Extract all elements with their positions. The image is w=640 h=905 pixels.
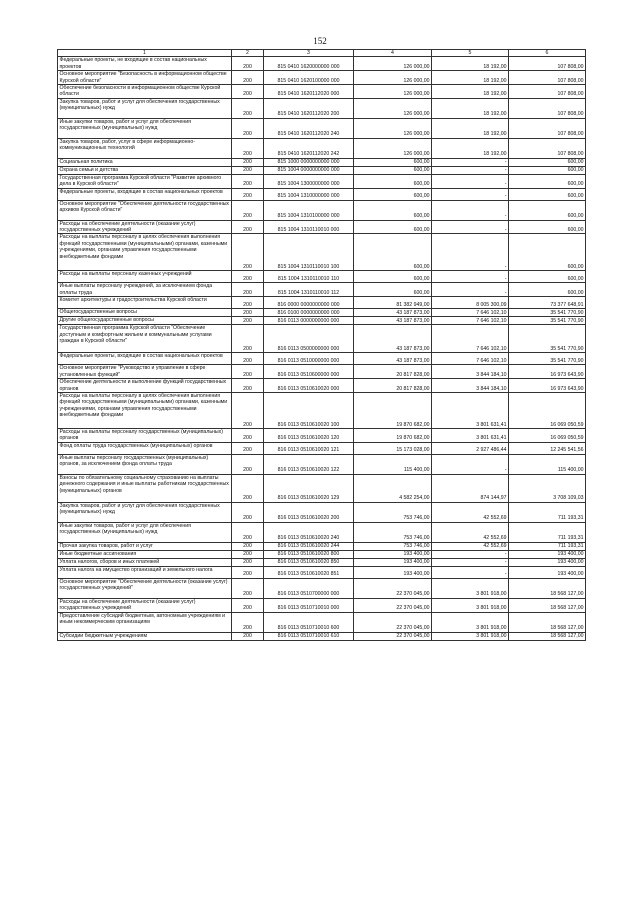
line-code-cell: 200 xyxy=(232,297,264,309)
table-row xyxy=(58,566,586,578)
approved-budget-cell: 126 000,00 xyxy=(354,118,432,138)
line-code-cell: 200 xyxy=(232,220,264,234)
line-code-cell: 200 xyxy=(232,365,264,379)
approved-budget-cell: 20 817 828,00 xyxy=(354,379,432,393)
line-code-cell: 200 xyxy=(232,158,264,166)
expense-name-cell: Расходы на выплаты персоналу в целях обеспечения выполнения функций государственными (муниципальными) органами, казенными учреждениями, органами управления государственными внебюджетными фондами xyxy=(58,392,232,428)
table-row xyxy=(58,71,586,85)
executed-amount-cell: 18 192,00 xyxy=(432,118,509,138)
unexecuted-amount-cell: 193 400,00 xyxy=(509,558,586,566)
expense-name-cell: Основное мероприятие "Безопасность в информационном обществе Курской области" xyxy=(58,71,232,85)
classification-code-cell: 815 0410 1620112020 240 xyxy=(264,118,354,138)
expense-name-cell: Государственная программа Курской области "Развитие архивного дела в Курской области" xyxy=(58,174,232,188)
expense-name-cell: Иные закупки товаров, работ и услуг для обеспечения государственных (муниципальных) нужд xyxy=(58,118,232,138)
expense-name-cell: Комитет архитектуры и градостроительства Курской области xyxy=(58,297,232,309)
executed-amount-cell: 18 192,00 xyxy=(432,71,509,85)
table-row xyxy=(58,365,586,379)
executed-amount-cell: 3 844 184,10 xyxy=(432,365,509,379)
approved-budget-cell: 126 000,00 xyxy=(354,85,432,99)
executed-amount-cell: - xyxy=(432,550,509,558)
table-row xyxy=(58,578,586,598)
approved-budget-cell: 126 000,00 xyxy=(354,138,432,158)
approved-budget-cell: 43 187 873,00 xyxy=(354,309,432,317)
expense-name-cell: Федеральные проекты, входящие в состав национальных проектов xyxy=(58,188,232,200)
unexecuted-amount-cell: 193 400,00 xyxy=(509,566,586,578)
expense-name-cell: Расходы на выплаты персоналу казенных учреждений xyxy=(58,271,232,283)
approved-budget-cell: 193 400,00 xyxy=(354,566,432,578)
line-code-cell: 200 xyxy=(232,234,264,271)
table-row xyxy=(58,283,586,297)
unexecuted-amount-cell: 600,00 xyxy=(509,271,586,283)
line-code-cell: 200 xyxy=(232,85,264,99)
line-code-cell: 200 xyxy=(232,138,264,158)
line-code-cell: 200 xyxy=(232,550,264,558)
unexecuted-amount-cell: 107 808,00 xyxy=(509,85,586,99)
approved-budget-cell: 81 382 949,00 xyxy=(354,297,432,309)
expense-name-cell: Охрана семьи и детства xyxy=(58,166,232,174)
expense-name-cell: Иные выплаты персоналу государственных (муниципальных) органов, за исключением фонда оплаты труда xyxy=(58,454,232,474)
table-row xyxy=(58,297,586,309)
classification-code-cell: 815 1004 1310110010 100 xyxy=(264,234,354,271)
line-code-cell: 200 xyxy=(232,542,264,550)
executed-amount-cell: - xyxy=(432,188,509,200)
expense-name-cell: Основное мероприятие "Руководство и управление в сфере установленных функций" xyxy=(58,365,232,379)
executed-amount-cell: - xyxy=(432,283,509,297)
budget-execution-table xyxy=(57,49,586,641)
executed-amount-cell: 874 144,97 xyxy=(432,474,509,502)
executed-amount-cell: 3 844 184,10 xyxy=(432,379,509,393)
line-code-cell: 200 xyxy=(232,454,264,474)
approved-budget-cell: 600,00 xyxy=(354,158,432,166)
column-number: 3 xyxy=(264,50,354,57)
unexecuted-amount-cell: 711 193,31 xyxy=(509,542,586,550)
line-code-cell: 200 xyxy=(232,188,264,200)
approved-budget-cell: 20 817 828,00 xyxy=(354,365,432,379)
expense-name-cell: Иные бюджетные ассигнования xyxy=(58,550,232,558)
unexecuted-amount-cell: 35 541 770,90 xyxy=(509,317,586,325)
approved-budget-cell: 600,00 xyxy=(354,271,432,283)
unexecuted-amount-cell: 115 400,00 xyxy=(509,454,586,474)
line-code-cell: 200 xyxy=(232,57,264,71)
expense-name-cell: Уплата налога на имущество организаций и земельного налога xyxy=(58,566,232,578)
line-code-cell: 200 xyxy=(232,309,264,317)
approved-budget-cell: 753 746,00 xyxy=(354,502,432,522)
column-number: 1 xyxy=(58,50,232,57)
executed-amount-cell: 3 801 918,00 xyxy=(432,612,509,632)
classification-code-cell: 815 0410 1620100000 000 xyxy=(264,71,354,85)
executed-amount-cell: 18 192,00 xyxy=(432,98,509,118)
executed-amount-cell: 42 552,69 xyxy=(432,542,509,550)
table-row xyxy=(58,379,586,393)
unexecuted-amount-cell: 35 541 770,90 xyxy=(509,325,586,353)
line-code-cell: 200 xyxy=(232,428,264,442)
line-code-cell: 200 xyxy=(232,566,264,578)
table-row xyxy=(58,85,586,99)
classification-code-cell: 815 0410 1620112020 242 xyxy=(264,138,354,158)
classification-code-cell: 816 0113 0510610020 000 xyxy=(264,379,354,393)
table-row xyxy=(58,98,586,118)
classification-code-cell: 815 1000 0000000000 000 xyxy=(264,158,354,166)
table-row xyxy=(58,118,586,138)
executed-amount-cell: 3 801 918,00 xyxy=(432,598,509,612)
unexecuted-amount-cell: 600,00 xyxy=(509,158,586,166)
unexecuted-amount-cell: 18 568 127,00 xyxy=(509,632,586,640)
unexecuted-amount-cell: 107 808,00 xyxy=(509,138,586,158)
expense-name-cell: Другие общегосударственные вопросы xyxy=(58,317,232,325)
approved-budget-cell: 19 870 682,00 xyxy=(354,392,432,428)
executed-amount-cell: - xyxy=(432,271,509,283)
classification-code-cell: 815 1004 1310110010 000 xyxy=(264,220,354,234)
approved-budget-cell: 22 370 045,00 xyxy=(354,598,432,612)
approved-budget-cell: 753 746,00 xyxy=(354,542,432,550)
classification-code-cell: 815 0410 1620112020 000 xyxy=(264,85,354,99)
expense-name-cell: Предоставление субсидий бюджетным, автономным учреждениям и иным некоммерческим организациям xyxy=(58,612,232,632)
classification-code-cell: 816 0113 0510610020 800 xyxy=(264,550,354,558)
executed-amount-cell: 42 552,69 xyxy=(432,502,509,522)
executed-amount-cell: 7 646 102,10 xyxy=(432,325,509,353)
table-row xyxy=(58,550,586,558)
expense-name-cell: Обеспечение безопасности в информационном обществе Курской области xyxy=(58,85,232,99)
column-number: 2 xyxy=(232,50,264,57)
executed-amount-cell: - xyxy=(432,200,509,220)
line-code-cell: 200 xyxy=(232,98,264,118)
table-row xyxy=(58,309,586,317)
approved-budget-cell: 22 370 045,00 xyxy=(354,578,432,598)
line-code-cell: 200 xyxy=(232,379,264,393)
unexecuted-amount-cell: 193 400,00 xyxy=(509,550,586,558)
unexecuted-amount-cell: 600,00 xyxy=(509,166,586,174)
classification-code-cell: 815 1004 1310110010 112 xyxy=(264,283,354,297)
executed-amount-cell: 42 552,69 xyxy=(432,522,509,542)
classification-code-cell: 816 0113 0510610020 121 xyxy=(264,442,354,454)
approved-budget-cell: 15 173 028,00 xyxy=(354,442,432,454)
unexecuted-amount-cell: 711 193,31 xyxy=(509,522,586,542)
classification-code-cell: 816 0100 0000000000 000 xyxy=(264,309,354,317)
line-code-cell: 200 xyxy=(232,118,264,138)
line-code-cell: 200 xyxy=(232,392,264,428)
line-code-cell: 200 xyxy=(232,578,264,598)
expense-name-cell: Закупка товаров, работ и услуг для обеспечения государственных (муниципальных) нужд xyxy=(58,98,232,118)
classification-code-cell: 816 0113 0000000000 000 xyxy=(264,317,354,325)
unexecuted-amount-cell: 600,00 xyxy=(509,200,586,220)
column-number: 4 xyxy=(354,50,432,57)
executed-amount-cell: - xyxy=(432,166,509,174)
classification-code-cell: 816 0113 0510610020 244 xyxy=(264,542,354,550)
classification-code-cell: 815 1004 1310100000 000 xyxy=(264,200,354,220)
expense-name-cell: Социальная политика xyxy=(58,158,232,166)
executed-amount-cell: 8 005 300,09 xyxy=(432,297,509,309)
classification-code-cell: 816 0113 0510610020 122 xyxy=(264,454,354,474)
expense-name-cell: Прочая закупка товаров, работ и услуг xyxy=(58,542,232,550)
approved-budget-cell: 126 000,00 xyxy=(354,71,432,85)
expense-name-cell: Расходы на обеспечение деятельности (оказание услуг) государственных учреждений xyxy=(58,598,232,612)
executed-amount-cell: - xyxy=(432,174,509,188)
classification-code-cell: 816 0113 0510710010 610 xyxy=(264,632,354,640)
table-row xyxy=(58,158,586,166)
executed-amount-cell: 18 192,00 xyxy=(432,57,509,71)
unexecuted-amount-cell: 107 808,00 xyxy=(509,118,586,138)
expense-name-cell: Федеральные проекты, входящие в состав национальных проектов xyxy=(58,353,232,365)
classification-code-cell: 816 0113 0510710010 600 xyxy=(264,612,354,632)
line-code-cell: 200 xyxy=(232,558,264,566)
unexecuted-amount-cell: 18 568 127,00 xyxy=(509,598,586,612)
line-code-cell: 200 xyxy=(232,632,264,640)
approved-budget-cell: 600,00 xyxy=(354,283,432,297)
approved-budget-cell: 115 400,00 xyxy=(354,454,432,474)
approved-budget-cell: 43 187 873,00 xyxy=(354,353,432,365)
unexecuted-amount-cell: 16 973 643,90 xyxy=(509,379,586,393)
classification-code-cell: 816 0113 0510600000 000 xyxy=(264,365,354,379)
approved-budget-cell: 126 000,00 xyxy=(354,57,432,71)
table-row xyxy=(58,353,586,365)
expense-name-cell: Федеральные проекты, не входящие в состав национальных проектов xyxy=(58,57,232,71)
line-code-cell: 200 xyxy=(232,166,264,174)
approved-budget-cell: 43 187 873,00 xyxy=(354,317,432,325)
table-row xyxy=(58,317,586,325)
expense-name-cell: Иные выплаты персоналу учреждений, за исключением фонда оплаты труда xyxy=(58,283,232,297)
line-code-cell: 200 xyxy=(232,271,264,283)
classification-code-cell: 816 0113 0510610020 851 xyxy=(264,566,354,578)
executed-amount-cell: 3 801 631,41 xyxy=(432,392,509,428)
expense-name-cell: Закупка товаров, работ и услуг для обеспечения государственных (муниципальных) нужд xyxy=(58,502,232,522)
table-row xyxy=(58,632,586,640)
expense-name-cell: Основное мероприятие "Обеспечение деятельности (оказание услуг) государственных учреждений" xyxy=(58,578,232,598)
executed-amount-cell: 7 646 102,10 xyxy=(432,309,509,317)
classification-code-cell: 816 0113 0510000000 000 xyxy=(264,353,354,365)
line-code-cell: 200 xyxy=(232,283,264,297)
table-row xyxy=(58,200,586,220)
classification-code-cell: 816 0113 0510610020 129 xyxy=(264,474,354,502)
approved-budget-cell: 600,00 xyxy=(354,174,432,188)
expense-name-cell: Иные закупки товаров, работ и услуг для обеспечения государственных (муниципальных) нужд xyxy=(58,522,232,542)
unexecuted-amount-cell: 16 069 050,59 xyxy=(509,428,586,442)
approved-budget-cell: 600,00 xyxy=(354,200,432,220)
classification-code-cell: 815 0410 1620000000 000 xyxy=(264,57,354,71)
executed-amount-cell: - xyxy=(432,558,509,566)
approved-budget-cell: 43 187 873,00 xyxy=(354,325,432,353)
approved-budget-cell: 600,00 xyxy=(354,220,432,234)
executed-amount-cell: 3 801 631,41 xyxy=(432,428,509,442)
classification-code-cell: 815 1004 1300000000 000 xyxy=(264,174,354,188)
expense-name-cell: Субсидии бюджетным учреждениям xyxy=(58,632,232,640)
executed-amount-cell: 3 801 918,00 xyxy=(432,632,509,640)
unexecuted-amount-cell: 35 541 770,90 xyxy=(509,309,586,317)
unexecuted-amount-cell: 18 568 127,00 xyxy=(509,612,586,632)
unexecuted-amount-cell: 107 808,00 xyxy=(509,57,586,71)
expense-name-cell: Расходы на выплаты персоналу в целях обеспечения выполнения функций государственными (муниципальными) органами, казенными учреждениями, органами управления государственными внебюджетными фондами xyxy=(58,234,232,271)
table-row xyxy=(58,220,586,234)
approved-budget-cell: 193 400,00 xyxy=(354,558,432,566)
classification-code-cell: 816 0113 0510610020 240 xyxy=(264,522,354,542)
executed-amount-cell: - xyxy=(432,566,509,578)
approved-budget-cell: 22 370 045,00 xyxy=(354,612,432,632)
expense-name-cell: Расходы на обеспечение деятельности (оказание услуг) государственных учреждений xyxy=(58,220,232,234)
page-number: 152 xyxy=(313,36,327,46)
table-row xyxy=(58,428,586,442)
expense-name-cell: Расходы на выплаты персоналу государственных (муниципальных) органов xyxy=(58,428,232,442)
line-code-cell: 200 xyxy=(232,474,264,502)
table-row xyxy=(58,188,586,200)
classification-code-cell: 815 0410 1620112020 200 xyxy=(264,98,354,118)
expense-name-cell: Взносы по обязательному социальному страхованию на выплаты денежного содержания и иные выплаты работникам государственных (муниципальных) органов xyxy=(58,474,232,502)
classification-code-cell: 816 0000 0000000000 000 xyxy=(264,297,354,309)
executed-amount-cell: 18 192,00 xyxy=(432,85,509,99)
expense-name-cell: Закупка товаров, работ, услуг в сфере информационно-коммуникационных технологий xyxy=(58,138,232,158)
line-code-cell: 200 xyxy=(232,317,264,325)
unexecuted-amount-cell: 600,00 xyxy=(509,283,586,297)
table-row xyxy=(58,271,586,283)
approved-budget-cell: 600,00 xyxy=(354,234,432,271)
approved-budget-cell: 4 582 254,00 xyxy=(354,474,432,502)
expense-name-cell: Фонд оплаты труда государственных (муниципальных) органов xyxy=(58,442,232,454)
approved-budget-cell: 193 400,00 xyxy=(354,550,432,558)
table-row xyxy=(58,166,586,174)
table-row xyxy=(58,174,586,188)
classification-code-cell: 816 0113 0510610020 120 xyxy=(264,428,354,442)
unexecuted-amount-cell: 107 808,00 xyxy=(509,98,586,118)
unexecuted-amount-cell: 600,00 xyxy=(509,234,586,271)
unexecuted-amount-cell: 711 193,31 xyxy=(509,502,586,522)
expense-name-cell: Государственная программа Курской области "Обеспечение доступным и комфортным жильем и коммунальными услугами граждан в Курской области" xyxy=(58,325,232,353)
classification-code-cell: 816 0113 0510610020 200 xyxy=(264,502,354,522)
table-row xyxy=(58,598,586,612)
classification-code-cell: 815 1004 1310110010 110 xyxy=(264,271,354,283)
expense-name-cell: Основное мероприятие "Обеспечение деятельности государственных архивов Курской области" xyxy=(58,200,232,220)
classification-code-cell: 816 0113 0510610020 100 xyxy=(264,392,354,428)
table-row xyxy=(58,442,586,454)
table-row xyxy=(58,454,586,474)
approved-budget-cell: 753 746,00 xyxy=(354,522,432,542)
line-code-cell: 200 xyxy=(232,612,264,632)
line-code-cell: 200 xyxy=(232,200,264,220)
expense-name-cell: Уплата налогов, сборов и иных платежей xyxy=(58,558,232,566)
executed-amount-cell: - xyxy=(432,158,509,166)
unexecuted-amount-cell: 18 568 127,00 xyxy=(509,578,586,598)
executed-amount-cell: - xyxy=(432,234,509,271)
executed-amount-cell: - xyxy=(432,220,509,234)
classification-code-cell: 816 0113 0510710010 000 xyxy=(264,598,354,612)
line-code-cell: 200 xyxy=(232,522,264,542)
table-row xyxy=(58,558,586,566)
executed-amount-cell: 3 801 918,00 xyxy=(432,578,509,598)
table-row xyxy=(58,522,586,542)
executed-amount-cell: - xyxy=(432,454,509,474)
executed-amount-cell: 7 646 102,10 xyxy=(432,317,509,325)
table-row xyxy=(58,392,586,428)
line-code-cell: 200 xyxy=(232,71,264,85)
line-code-cell: 200 xyxy=(232,442,264,454)
classification-code-cell: 816 0113 0510700000 000 xyxy=(264,578,354,598)
line-code-cell: 200 xyxy=(232,174,264,188)
unexecuted-amount-cell: 600,00 xyxy=(509,174,586,188)
column-number: 5 xyxy=(432,50,509,57)
unexecuted-amount-cell: 16 973 643,90 xyxy=(509,365,586,379)
unexecuted-amount-cell: 12 245 541,56 xyxy=(509,442,586,454)
classification-code-cell: 815 1004 1310000000 000 xyxy=(264,188,354,200)
classification-code-cell: 816 0113 0510610020 850 xyxy=(264,558,354,566)
executed-amount-cell: 7 646 102,10 xyxy=(432,353,509,365)
unexecuted-amount-cell: 600,00 xyxy=(509,220,586,234)
classification-code-cell: 816 0113 0500000000 000 xyxy=(264,325,354,353)
expense-name-cell: Обеспечение деятельности и выполнение функций государственных органов xyxy=(58,379,232,393)
table-row xyxy=(58,234,586,271)
classification-code-cell: 815 1004 0000000000 000 xyxy=(264,166,354,174)
approved-budget-cell: 19 870 682,00 xyxy=(354,428,432,442)
table-row xyxy=(58,502,586,522)
unexecuted-amount-cell: 107 808,00 xyxy=(509,71,586,85)
table-row xyxy=(58,325,586,353)
line-code-cell: 200 xyxy=(232,325,264,353)
approved-budget-cell: 22 370 045,00 xyxy=(354,632,432,640)
executed-amount-cell: 18 192,00 xyxy=(432,138,509,158)
unexecuted-amount-cell: 73 377 648,91 xyxy=(509,297,586,309)
expense-name-cell: Общегосударственные вопросы xyxy=(58,309,232,317)
line-code-cell: 200 xyxy=(232,353,264,365)
line-code-cell: 200 xyxy=(232,598,264,612)
table-row xyxy=(58,474,586,502)
table-row xyxy=(58,612,586,632)
column-number: 6 xyxy=(509,50,586,57)
executed-amount-cell: 2 927 486,44 xyxy=(432,442,509,454)
approved-budget-cell: 600,00 xyxy=(354,166,432,174)
table-row xyxy=(58,57,586,71)
unexecuted-amount-cell: 600,00 xyxy=(509,188,586,200)
unexecuted-amount-cell: 3 708 109,03 xyxy=(509,474,586,502)
approved-budget-cell: 600,00 xyxy=(354,188,432,200)
unexecuted-amount-cell: 35 541 770,90 xyxy=(509,353,586,365)
approved-budget-cell: 126 000,00 xyxy=(354,98,432,118)
table-row xyxy=(58,138,586,158)
unexecuted-amount-cell: 16 069 050,59 xyxy=(509,392,586,428)
line-code-cell: 200 xyxy=(232,502,264,522)
table-row xyxy=(58,542,586,550)
column-number-row xyxy=(58,50,586,57)
